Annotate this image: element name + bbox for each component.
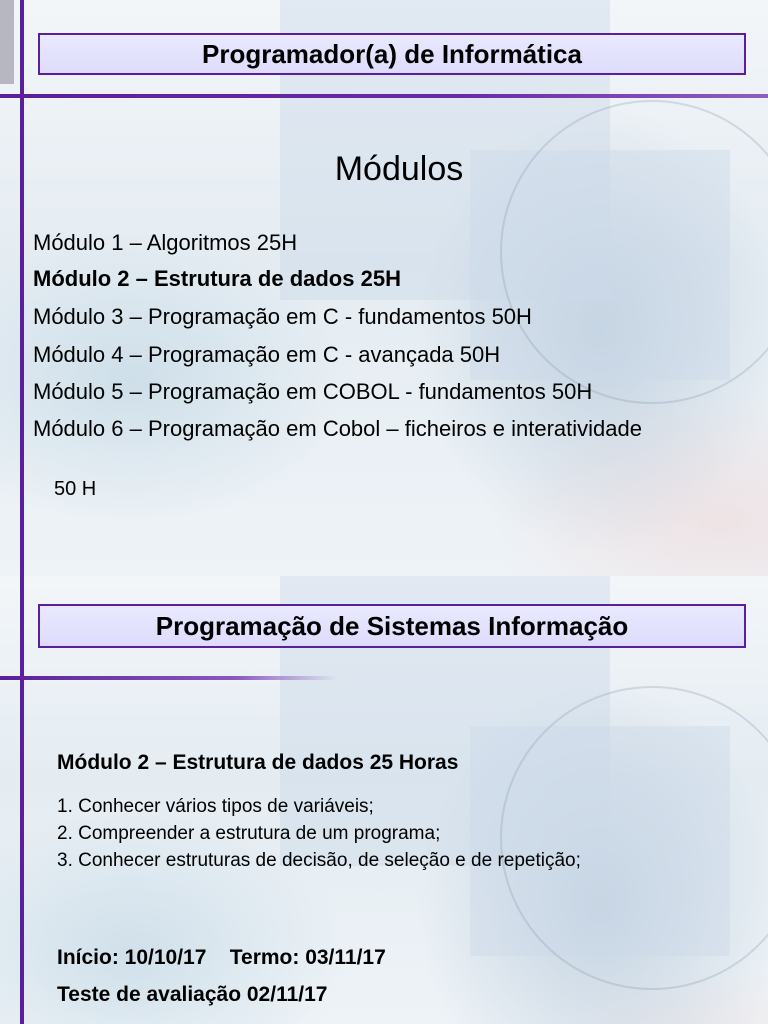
slide-2-title: Programação de Sistemas Informação [38, 604, 746, 648]
module-item: Módulo 6 – Programação em Cobol – ficheiros e interatividade [33, 416, 642, 441]
slide-1-title: Programador(a) de Informática [38, 33, 746, 75]
module-item: Módulo 5 – Programação em COBOL - fundamentos 50H [33, 379, 593, 404]
vertical-accent-line [20, 0, 24, 576]
module-item: Módulo 1 – Algoritmos 25H [33, 230, 298, 255]
module-heading: Módulo 2 – Estrutura de dados 25 Horas [57, 751, 459, 774]
horizontal-accent-line [0, 94, 768, 98]
course-dates: Início: 10/10/17 Termo: 03/11/17 [57, 946, 386, 969]
module-item: Módulo 3 – Programação em C - fundamentos 50H [33, 304, 532, 329]
objective-item: 1. Conhecer vários tipos de variáveis; [57, 796, 374, 817]
objective-item: 3. Conhecer estruturas de decisão, de seleção e de repetição; [57, 850, 581, 871]
module-item: Módulo 4 – Programação em C - avançada 50H [33, 342, 501, 367]
module-item: Módulo 2 – Estrutura de dados 25H [33, 266, 401, 291]
objective-item: 2. Compreender a estrutura de um programa; [57, 823, 441, 844]
evaluation-date: Teste de avaliação 02/11/17 [57, 983, 328, 1006]
vertical-accent-line [20, 576, 24, 1024]
horizontal-accent-line [0, 676, 338, 680]
module-6-hours: 50 H [54, 478, 97, 500]
slide-2 [0, 576, 768, 1024]
corner-bar [0, 0, 14, 84]
modules-heading: Módulos [334, 150, 464, 188]
